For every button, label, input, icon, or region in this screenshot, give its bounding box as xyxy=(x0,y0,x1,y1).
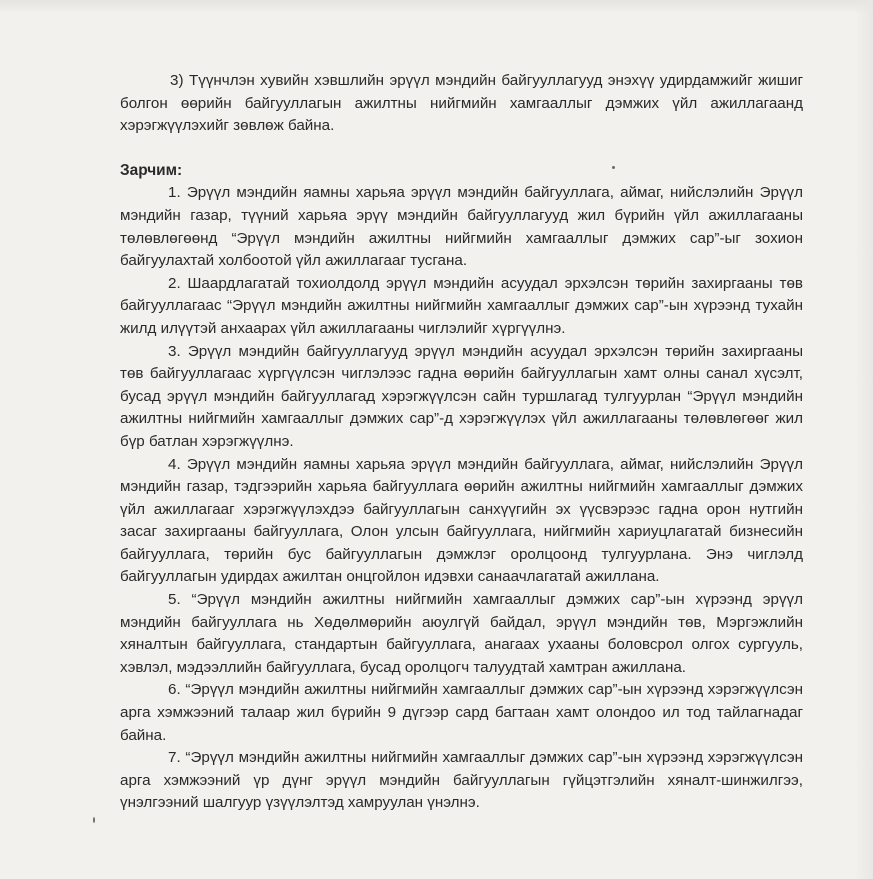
principle-paragraph-4: 4. Эрүүл мэндийн яамны харьяа эрүүл мэндийн байгууллага, аймаг, нийслэлийн Эрүүл мэндийн газар, тэдгээрийн харьяа байгууллага өөрийн ажилтны нийгмийн хамгааллыг дэмжих үйл ажиллагааг хэрэгжүүлэхдээ байгууллагын санхүүгийн эх үүсвэрээс гадна орон нутгийн засаг захиргааны байгууллага, Олон улсын байгууллага, нийгмийн хариуцлагатай бизнесийн байгууллага, төрийн бус байгууллагын дэмжлэг оролцоонд тулгуурлана. Энэ чиглэлд байгууллагын удирдах ажилтан онцгойлон идэвхи санаачлагатай ажиллана. xyxy=(120,455,803,586)
intro-paragraph: 3) Түүнчлэн хувийн хэвшлийн эрүүл мэндийн байгууллагууд энэхүү удирдамжийг жишиг болгон өөрийн байгууллагын ажилтны нийгмийн хамгааллыг дэмжих үйл ажиллагаанд хэрэгжүүлэхийг зөвлөж байна. xyxy=(120,72,803,135)
document-body xyxy=(120,70,803,815)
scan-top-edge xyxy=(0,0,873,14)
principle-paragraph-1: 1. Эрүүл мэндийн яамны харьяа эрүүл мэндийн байгууллага, аймаг, нийслэлийн Эрүүл мэндийн газар, түүний харьяа эрүү мэндийн байгууллагууд жил бүрийн үйл ажиллагааны төлөвлөгөөнд “Эрүүл мэндийн ажилтны нийгмийн хамгааллыг дэмжих сар”-ыг зохион байгуулахтай холбоотой үйл ажиллагааг тусгана. xyxy=(120,184,803,270)
section-heading: Зарчим: xyxy=(120,161,183,179)
scan-right-edge xyxy=(855,0,873,879)
principle-paragraph-2: 2. Шаардлагатай тохиолдолд эрүүл мэндийн асуудал эрхэлсэн төрийн захиргааны төв байгууллагаас “Эрүүл мэндийн ажилтны нийгмийн хамгааллыг дэмжих сар”-ын хүрээнд тухайн жилд илүүтэй анхаарах үйл ажиллагааны чиглэлийг хүргүүлнэ. xyxy=(120,274,803,337)
scan-speck xyxy=(612,166,615,169)
scan-speck xyxy=(93,817,95,823)
principle-paragraph-7: 7. “Эрүүл мэндийн ажилтны нийгмийн хамгааллыг дэмжих сар”-ын хүрээнд хэрэгжүүлсэн арга хэмжээний үр дүнг эрүүл мэндийн байгууллагын гүйцэтгэлийн хяналт-шинжилгээ, үнэлгээний шалгуур үзүүлэлтэд хамруулан үнэлнэ. xyxy=(120,749,803,812)
principle-paragraph-3: 3. Эрүүл мэндийн байгууллагууд эрүүл мэндийн асуудал эрхэлсэн төрийн захиргааны төв байгууллагаас хүргүүлсэн чиглэлээс гадна өөрийн байгууллагын хамт олны санал хүсэлт, бусад эрүүл мэндийн байгууллагад хэрэгжүүлсэн сайн туршлагад тулгуурлан “Эрүүл мэндийн ажилтны нийгмийн хамгааллыг дэмжих сар”-д хэрэгжүүлэх үйл ажиллагааны төлөвлөгөөг жил бүр батлан хэрэгжүүлнэ. xyxy=(120,342,803,450)
principle-paragraph-6: 6. “Эрүүл мэндийн ажилтны нийгмийн хамгааллыг дэмжих сар”-ын хүрээнд хэрэгжүүлсэн арга хэмжээний талаар жил бүрийн 9 дүгээр сард багтаан хамт олондоо ил тод тайлагнадаг байна. xyxy=(120,681,803,744)
principle-paragraph-5: 5. “Эрүүл мэндийн ажилтны нийгмийн хамгааллыг дэмжих сар”-ын хүрээнд эрүүл мэндийн байгууллага нь Хөдөлмөрийн аюулгүй байдал, эрүүл мэндийн төв, Мэргэжлийн хяналтын байгууллага, стандартын байгууллага, анагаах ухааны боловсрол олгох сургууль, хэвлэл, мэдээллийн байгууллага, бусад оролцогч талуудтай хамтран ажиллана. xyxy=(120,591,803,676)
